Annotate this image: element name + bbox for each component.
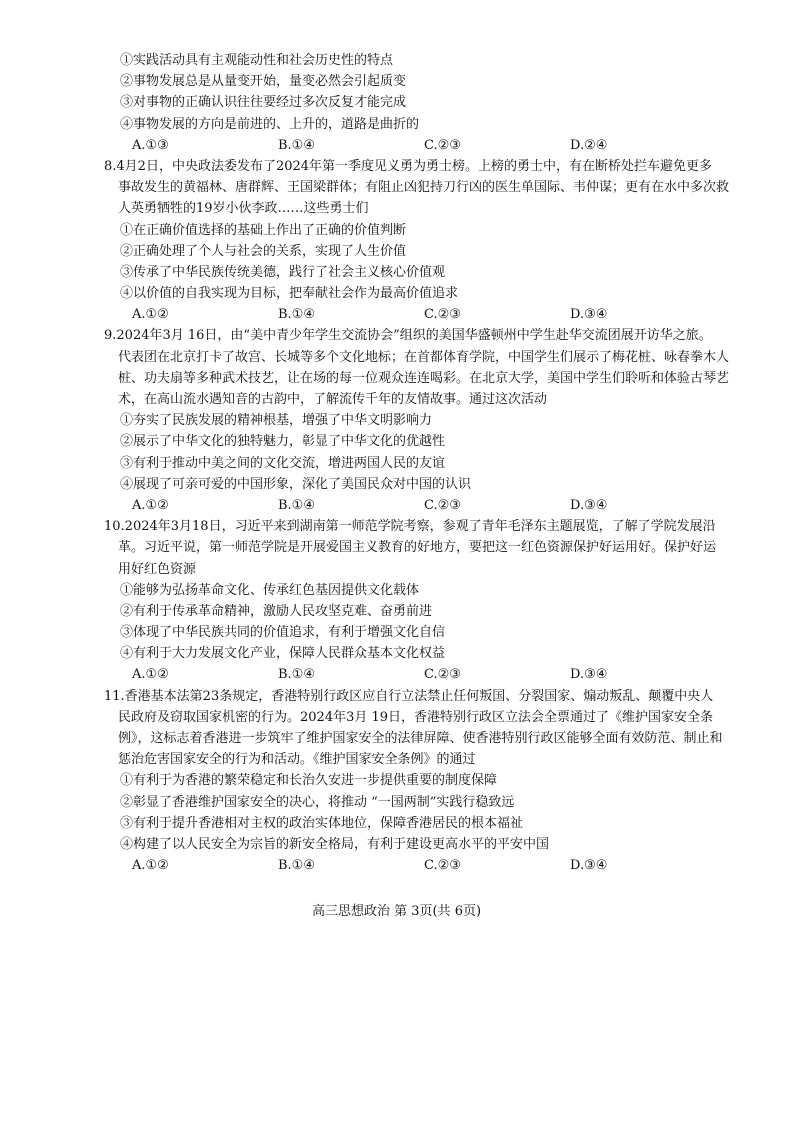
answer-choices	[110, 304, 760, 325]
question-stem-line: 惩治危害国家安全的行为和活动。《维护国家安全条例》的通过	[118, 752, 476, 768]
option-line: ④事物发展的方向是前进的、上升的，道路是曲折的	[120, 116, 420, 132]
choice-d: D.②④	[570, 137, 608, 153]
answer-choices	[110, 855, 760, 876]
choice-a: A.①②	[132, 497, 169, 513]
choice-c: C.②③	[424, 137, 461, 153]
option-line: ④有利于大力发展文化产业，保障人民群众基本文化权益	[120, 646, 446, 662]
option-line: ②展示了中华文化的独特魅力，彰显了中华文化的优越性	[120, 434, 446, 450]
question-7	[110, 50, 760, 156]
option-line: ④展现了可亲可爱的中国形象，深化了美国民众对中国的认识	[120, 476, 472, 492]
question-stem-line: 11.香港基本法第23条规定，香港特别行政区应自行立法禁止任何叛国、分裂国家、煽动叛乱、颠覆中央人	[104, 688, 714, 704]
question-stem-line: 代表团在北京打卡了故宫、长城等多个文化地标；在首都体育学院，中国学生们展示了梅花桩、咏春拳木人	[118, 349, 730, 365]
option-line: ③体现了中华民族共同的价值追求，有利于增强文化自信	[120, 625, 446, 641]
choice-d: D.③④	[570, 667, 608, 683]
choice-d: D.③④	[570, 858, 608, 874]
question-stem-line: 例》，这标志着香港进一步筑牢了维护国家安全的法律屏障、使香港特别行政区能够全面有效防范、制止和	[118, 731, 723, 746]
choice-a: A.①②	[132, 667, 169, 683]
question-stem-line: 9.2024年3月 16日，由“美中青少年学生交流协会”组织的美国华盛顿州中学生赴华交流团展开访华之旅。	[104, 328, 712, 344]
option-line: ②彰显了香港维护国家安全的决心，将推动 “一国两制”实践行稳致远	[120, 794, 515, 810]
option-line: ①能够为弘扬革命文化、传承红色基因提供文化载体	[120, 582, 420, 598]
question-stem-line: 民政府及窃取国家机密的行为。2024年3月 19日，香港特别行政区立法会全票通过了《维护国家安全条	[118, 709, 714, 725]
option-line: ③对事物的正确认识往往要经过多次反复才能完成	[120, 95, 407, 111]
answer-choices	[110, 664, 760, 685]
question-9	[104, 325, 760, 516]
question-11	[104, 686, 760, 877]
question-area	[104, 50, 760, 876]
option-line: ①在正确价值选择的基础上作出了正确的价值判断	[120, 222, 407, 238]
choice-c: C.②③	[424, 667, 461, 683]
choice-b: B.①④	[278, 137, 315, 153]
choice-d: D.③④	[570, 307, 608, 323]
option-line: ③传承了中华民族传统美德，践行了社会主义核心价值观	[120, 264, 446, 280]
question-10	[104, 516, 760, 686]
question-stem-line: 桩、功夫扇等多种武术技艺，让在场的每一位观众连连喝彩。在北京大学，美国中学生们聆听和体验古琴艺	[118, 370, 730, 386]
question-8	[104, 156, 760, 326]
choice-a: A.①③	[132, 137, 169, 153]
question-stem-line: 8.4月2日，中央政法委发布了2024年第一季度见义勇为勇士榜。上榜的勇士中，有在断桥处拦车避免更多	[104, 158, 713, 174]
option-line: ④以价值的自我实现为目标，把奉献社会作为最高价值追求	[120, 286, 459, 302]
question-stem-line: 10.2024年3月18日，习近平来到湖南第一师范学院考察，参观了青年毛泽东主题展览，了解了学院发展沿	[104, 519, 716, 535]
option-line: ②有利于传承革命精神，激励人民攻坚克难、奋勇前进	[120, 603, 433, 619]
choice-c: C.②③	[424, 307, 461, 323]
option-line: ③有利于推动中美之间的文化交流，增进两国人民的友谊	[120, 455, 446, 471]
choice-a: A.①②	[132, 858, 169, 874]
choice-c: C.②③	[424, 858, 461, 874]
option-line: ②正确处理了个人与社会的关系，实现了人生价值	[120, 243, 407, 259]
option-line: ①有利于为香港的繁荣稳定和长治久安进一步提供重要的制度保障	[120, 773, 498, 789]
answer-choices	[110, 495, 760, 516]
choice-c: C.②③	[424, 497, 461, 513]
question-stem-line: 事故发生的黄福林、唐群辉、王国梁群体；有阻止凶犯持刀行凶的医生单国际、韦仲谋；更有在水中多次救	[118, 180, 730, 196]
option-line: ①夯实了民族发展的精神根基，增强了中华文明影响力	[120, 413, 433, 429]
question-stem-line: 革。习近平说，第一师范学院是开展爱国主义教育的好地方，要把这一红色资源保护好运用好。保护好运	[118, 540, 717, 556]
page-footer: 高三思想政治 第 3页(共 6页)	[311, 904, 482, 919]
choice-b: B.①④	[278, 858, 315, 874]
option-line: ③有利于提升香港相对主权的政治实体地位，保障香港居民的根本福祉	[120, 815, 524, 831]
option-line: ②事物发展总是从量变开始，量变必然会引起质变	[120, 74, 407, 90]
choice-b: B.①④	[278, 307, 315, 323]
option-line: ④构建了以人民安全为宗旨的新安全格局，有利于建设更高水平的平安中国	[120, 836, 550, 852]
answer-choices	[110, 135, 760, 156]
option-line: ①实践活动具有主观能动性和社会历史性的特点	[120, 53, 394, 68]
question-stem-line: 用好红色资源	[118, 561, 197, 577]
choice-b: B.①④	[278, 497, 315, 513]
choice-b: B.①④	[278, 667, 315, 683]
question-stem-line: 人英勇牺牲的19岁小伙李政……这些勇士们	[118, 201, 369, 217]
choice-d: D.③④	[570, 497, 608, 513]
question-stem-line: 术，在高山流水遇知音的古韵中，了解流传千年的友情故事。通过这次活动	[118, 392, 548, 407]
choice-a: A.①②	[132, 307, 169, 323]
